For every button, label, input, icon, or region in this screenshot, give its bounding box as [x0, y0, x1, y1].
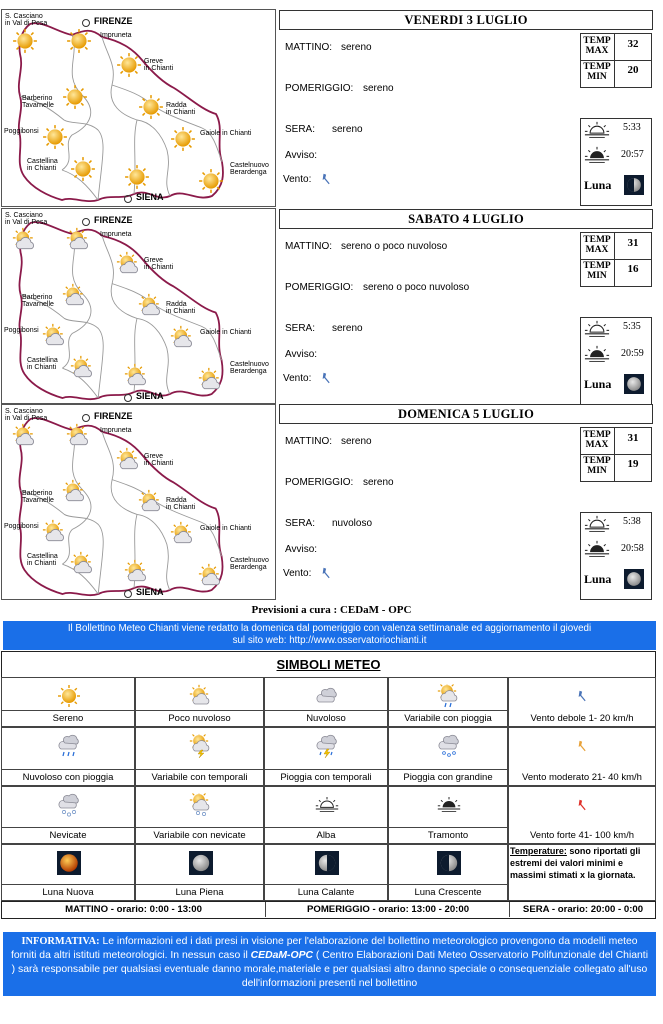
map-weather-icon	[62, 84, 88, 110]
temperature-note-head: Temperature:	[510, 846, 567, 856]
map-weather-icon	[66, 423, 92, 449]
pomeriggio-label: POMERIGGIO:	[285, 477, 354, 488]
temperature-note-body: sono riportati gli estremi dei valori minimi e massimi stimati x la giornata.	[510, 846, 641, 880]
moon-label: Luna	[584, 178, 612, 192]
symbol-label: Luna Calante	[297, 887, 355, 898]
town-label-barberino: Barberino Tavarnelle	[22, 95, 54, 109]
symbol-label: Variabile con pioggia	[404, 713, 492, 724]
map-weather-icon	[198, 367, 224, 393]
city-marker-icon	[124, 590, 132, 598]
town-label-san-casciano: S. Casciano in Val di Pesa	[5, 13, 48, 27]
temperature-box	[580, 232, 652, 287]
town-label-san-casciano: S. Casciano in Val di Pesa	[5, 212, 48, 226]
map-weather-icon	[62, 283, 88, 309]
town-label-castellina: Castellina in Chianti	[27, 553, 58, 567]
wind-light-icon	[571, 684, 595, 708]
city-marker-icon	[82, 19, 90, 27]
town-label-castelnuovo: Castelnuovo Berardenga	[230, 162, 269, 176]
symbol-cell	[388, 786, 508, 844]
moon-phase-icon	[624, 175, 644, 195]
pomeriggio-value: sereno	[363, 477, 394, 488]
town-label-impruneta: Impruneta	[100, 32, 132, 39]
map-weather-icon	[116, 251, 142, 277]
town-label-radda: Radda in Chianti	[166, 102, 196, 116]
sun-cloud-icon	[189, 684, 213, 708]
symbol-label: Variabile con temporali	[151, 772, 248, 783]
waning-moon-icon	[315, 851, 339, 875]
vento-label: Vento:	[283, 568, 312, 579]
map-weather-icon	[70, 355, 96, 381]
town-label-poggibonsi: Poggibonsi	[4, 327, 39, 334]
town-label-firenze: FIRENZE	[94, 411, 133, 421]
schedule-mattino: MATTINO - orario: 0:00 - 13:00	[65, 904, 202, 915]
symbol-cell	[135, 786, 264, 844]
map-weather-icon	[138, 293, 164, 319]
temp-min-value: 20	[627, 64, 639, 76]
wind-light-icon	[320, 171, 334, 187]
sunset-time: 20:57	[621, 149, 644, 160]
town-label-castelnuovo: Castelnuovo Berardenga	[230, 557, 269, 571]
new-moon-icon	[57, 851, 81, 875]
informativa-text-2: ( Centro Elaborazioni Dati Meteo Osservatorio Polifunzionale del Chianti ) sarà responsabile per qualsiasi eventuale danno morale,materiale e per qualsiasi altro danno speciale o consequenziale collegato all'uso dell'informazioni presenti nel bollettino	[11, 950, 649, 989]
sunset-icon	[437, 793, 461, 817]
map-weather-icon	[66, 28, 92, 54]
avviso-label: Avviso:	[285, 349, 318, 360]
informativa-text-1: Le informazioni ed i dati presi in visione per l'elaborazione del bollettino meteorologico provengono da modelli meteo forniti da altri istituti meteorologici. In nessun caso il	[11, 936, 638, 961]
pomeriggio-label: POMERIGGIO:	[285, 282, 354, 293]
map-weather-icon	[70, 156, 96, 182]
rain-icon	[57, 734, 81, 758]
moon-label: Luna	[584, 377, 612, 391]
wind-strong-icon	[571, 793, 595, 817]
moon-label: Luna	[584, 572, 612, 586]
symbol-cell	[508, 727, 656, 786]
symbol-label: Luna Piena	[175, 887, 224, 898]
map-weather-icon	[198, 563, 224, 589]
map-weather-icon	[66, 227, 92, 253]
map-weather-icon	[12, 423, 38, 449]
symbol-cell	[388, 727, 508, 786]
symbol-label: Luna Nuova	[42, 887, 94, 898]
sun-storm-icon	[189, 734, 213, 758]
symbol-label: Vento forte 41- 100 km/h	[529, 830, 635, 841]
town-label-gaiole: Gaiole in Chianti	[200, 130, 252, 137]
symbol-label: Luna Crescente	[414, 887, 482, 898]
symbol-label: Pioggia con temporali	[280, 772, 372, 783]
temperature-box	[580, 33, 652, 88]
credit-line: Previsioni a cura : CEDaM - OPC	[251, 604, 412, 616]
informativa-box	[3, 932, 656, 996]
informativa-head: INFORMATIVA:	[21, 936, 100, 947]
map-weather-icon	[124, 363, 150, 389]
map-weather-icon	[138, 94, 164, 120]
day-title: SABATO 4 LUGLIO	[279, 209, 653, 229]
temp-max-value: 31	[627, 432, 639, 444]
astro-box	[580, 512, 652, 600]
map-weather-icon	[138, 489, 164, 515]
town-label-barberino: Barberino Tavarnelle	[22, 294, 54, 308]
town-label-siena: SIENA	[136, 391, 164, 401]
symbol-cell	[1, 844, 135, 901]
symbol-row-divider	[1, 827, 508, 828]
town-label-radda: Radda in Chianti	[166, 497, 196, 511]
town-label-firenze: FIRENZE	[94, 215, 133, 225]
symbol-label: Nuvoloso con pioggia	[22, 772, 114, 783]
hail-icon	[437, 734, 461, 758]
map-weather-icon	[170, 126, 196, 152]
symbol-cell	[264, 727, 388, 786]
symbol-cell	[135, 727, 264, 786]
moon-phase-icon	[624, 569, 644, 589]
map-weather-icon	[170, 325, 196, 351]
sera-value: nuvoloso	[332, 518, 373, 529]
symbol-cell	[264, 786, 388, 844]
symbol-row-divider	[1, 884, 508, 885]
sunrise-icon	[584, 320, 610, 339]
avviso-label: Avviso:	[285, 150, 318, 161]
schedule-row	[1, 901, 656, 919]
town-label-castelnuovo: Castelnuovo Berardenga	[230, 361, 269, 375]
symbol-label: Pioggia con grandine	[403, 772, 493, 783]
sun-icon	[57, 684, 81, 708]
informativa-brand: CEDaM-OPC	[250, 950, 314, 961]
temp-min-value: 16	[627, 263, 639, 275]
sunrise-icon	[584, 121, 610, 140]
symbol-label: Tramonto	[427, 830, 469, 841]
temp-max-label: TEMP MAX	[583, 235, 611, 255]
town-label-poggibonsi: Poggibonsi	[4, 523, 39, 530]
cloud-icon	[315, 684, 339, 708]
symbol-cell	[135, 677, 264, 727]
sera-label: SERA:	[285, 124, 316, 135]
notice-bar	[3, 621, 656, 650]
map-weather-icon	[124, 559, 150, 585]
town-label-gaiole: Gaiole in Chianti	[200, 525, 252, 532]
mattino-label: MATTINO:	[285, 241, 333, 252]
town-label-greve: Greve in Chianti	[144, 257, 174, 271]
symbol-label: Nevicate	[49, 830, 87, 841]
symbol-label: Nuvoloso	[306, 713, 346, 724]
vento-label: Vento:	[283, 373, 312, 384]
pomeriggio-value: sereno	[363, 83, 394, 94]
map-weather-icon	[42, 124, 68, 150]
temp-max-label: TEMP MAX	[583, 430, 611, 450]
symbol-label: Vento debole 1- 20 km/h	[530, 713, 634, 724]
symbol-row-divider	[1, 769, 508, 770]
map-weather-icon	[42, 323, 68, 349]
symbol-cell	[388, 677, 508, 727]
symbol-label: Poco nuvoloso	[168, 713, 231, 724]
map-weather-icon	[12, 28, 38, 54]
temp-max-value: 31	[627, 237, 639, 249]
mattino-value: sereno	[341, 42, 372, 53]
town-label-siena: SIENA	[136, 192, 164, 202]
map-weather-icon	[62, 479, 88, 505]
mattino-value: sereno o poco nuvoloso	[341, 241, 448, 252]
map-weather-icon	[12, 227, 38, 253]
symbol-cell	[1, 727, 135, 786]
town-label-barberino: Barberino Tavarnelle	[22, 490, 54, 504]
schedule-sera: SERA - orario: 20:00 - 0:00	[509, 902, 656, 917]
town-label-greve: Greve in Chianti	[144, 58, 174, 72]
temp-max-label: TEMP MAX	[583, 36, 611, 56]
city-marker-icon	[82, 218, 90, 226]
notice-line-1: Il Bollettino Meteo Chianti viene redatto la domenica dal pomeriggio con valenza settimanale ed aggiornamento il giovedi	[67, 623, 592, 634]
map-weather-icon	[198, 168, 224, 194]
moon-phase-icon	[624, 374, 644, 394]
map-weather-icon	[42, 519, 68, 545]
day-title: DOMENICA 5 LUGLIO	[279, 404, 653, 424]
notice-line-2[interactable]: sul sito web: http://www.osservatoriochianti.it	[232, 635, 427, 646]
mattino-label: MATTINO:	[285, 436, 333, 447]
symbol-cell	[135, 844, 264, 901]
town-label-san-casciano: S. Casciano in Val di Pesa	[5, 408, 48, 422]
sera-label: SERA:	[285, 323, 316, 334]
town-label-radda: Radda in Chianti	[166, 301, 196, 315]
town-label-impruneta: Impruneta	[100, 231, 132, 238]
symbol-cell	[264, 677, 388, 727]
sunset-time: 20:58	[621, 543, 644, 554]
sunset-icon	[584, 345, 610, 364]
symbol-cell	[508, 677, 656, 727]
storm-icon	[315, 734, 339, 758]
wind-moderate-icon	[571, 734, 595, 758]
symbol-label: Vento moderato 21- 40 km/h	[522, 772, 642, 783]
symbol-label: Variabile con nevicate	[153, 830, 246, 841]
sunrise-time: 5:35	[623, 321, 641, 332]
astro-box	[580, 118, 652, 206]
temp-min-label: TEMP MIN	[583, 261, 611, 281]
city-marker-icon	[124, 394, 132, 402]
mattino-value: sereno	[341, 436, 372, 447]
town-label-castellina: Castellina in Chianti	[27, 158, 58, 172]
vento-label: Vento:	[283, 174, 312, 185]
snow-icon	[57, 793, 81, 817]
sunset-icon	[584, 146, 610, 165]
map-weather-icon	[116, 52, 142, 78]
sunrise-time: 5:33	[623, 122, 641, 133]
temp-max-value: 32	[627, 38, 639, 50]
sun-snow-icon	[189, 793, 213, 817]
symbol-cell	[508, 786, 656, 844]
temperature-box	[580, 427, 652, 482]
symbol-row-divider	[1, 710, 508, 711]
map-weather-icon	[116, 447, 142, 473]
symbol-cell	[264, 844, 388, 901]
sunrise-time: 5:38	[623, 516, 641, 527]
sera-value: sereno	[332, 124, 363, 135]
waxing-moon-icon	[437, 851, 461, 875]
sun-rain-icon	[437, 684, 461, 708]
avviso-label: Avviso:	[285, 544, 318, 555]
map-weather-icon	[70, 551, 96, 577]
sera-value: sereno	[332, 323, 363, 334]
symbol-cell	[388, 844, 508, 901]
sunrise-icon	[315, 793, 339, 817]
symbol-cell	[1, 786, 135, 844]
temp-min-value: 19	[627, 458, 639, 470]
symbol-cell	[1, 677, 135, 727]
symbol-label: Sereno	[52, 713, 84, 724]
map-weather-icon	[170, 521, 196, 547]
sunset-icon	[584, 540, 610, 559]
day-title: VENERDI 3 LUGLIO	[279, 10, 653, 30]
town-label-poggibonsi: Poggibonsi	[4, 128, 39, 135]
mattino-label: MATTINO:	[285, 42, 333, 53]
town-label-castellina: Castellina in Chianti	[27, 357, 58, 371]
astro-box	[580, 317, 652, 405]
temp-min-label: TEMP MIN	[583, 456, 611, 476]
town-label-firenze: FIRENZE	[94, 16, 133, 26]
town-label-greve: Greve in Chianti	[144, 453, 174, 467]
schedule-pomeriggio: POMERIGGIO - orario: 13:00 - 20:00	[265, 902, 510, 917]
town-label-siena: SIENA	[136, 587, 164, 597]
pomeriggio-value: sereno o poco nuvoloso	[363, 282, 470, 293]
wind-light-icon	[320, 565, 334, 581]
town-label-gaiole: Gaiole in Chianti	[200, 329, 252, 336]
symbol-label: Alba	[316, 830, 336, 841]
symbols-title: SIMBOLI METEO	[276, 657, 381, 672]
city-marker-icon	[82, 414, 90, 422]
sunrise-icon	[584, 515, 610, 534]
sera-label: SERA:	[285, 518, 316, 529]
sunset-time: 20:59	[621, 348, 644, 359]
map-weather-icon	[124, 164, 150, 190]
temperature-note	[510, 845, 655, 881]
town-label-impruneta: Impruneta	[100, 427, 132, 434]
pomeriggio-label: POMERIGGIO:	[285, 83, 354, 94]
city-marker-icon	[124, 195, 132, 203]
wind-light-icon	[320, 370, 334, 386]
full-moon-icon	[189, 851, 213, 875]
temp-min-label: TEMP MIN	[583, 62, 611, 82]
